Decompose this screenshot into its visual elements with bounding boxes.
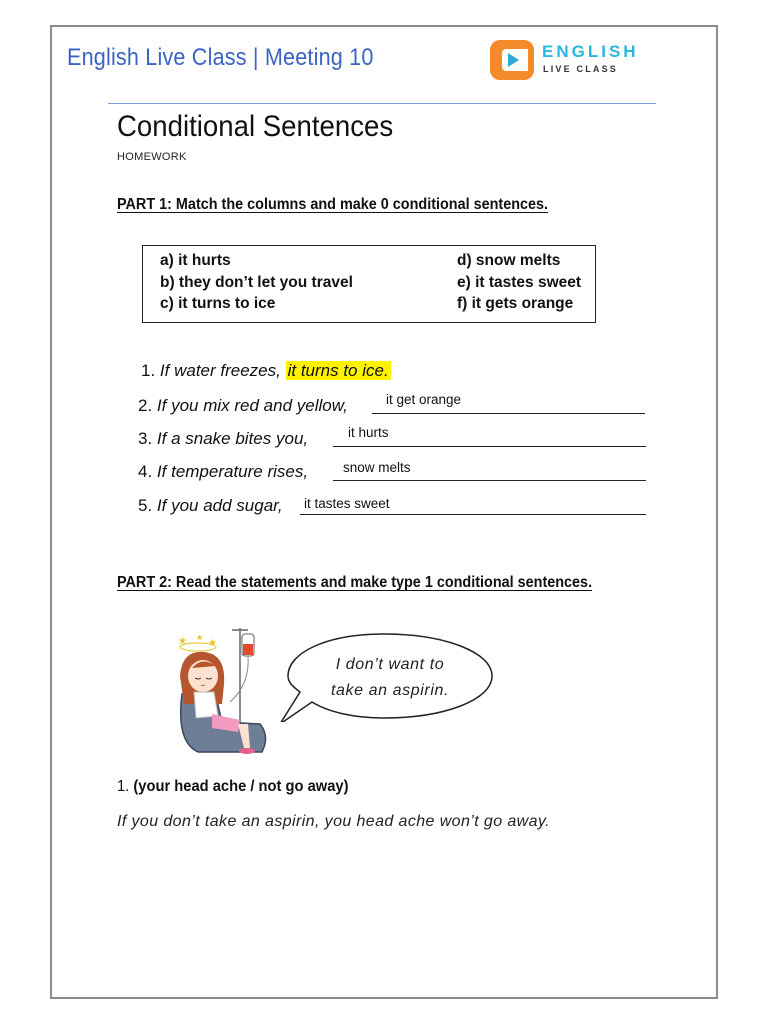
question-text: If temperature rises,: [156, 462, 309, 481]
part2-question-1: [117, 778, 348, 796]
page-title: Conditional Sentences: [117, 110, 394, 143]
question-number: 3.: [138, 429, 153, 448]
question-number: 5.: [138, 496, 153, 515]
question-text: If you mix red and yellow,: [156, 396, 348, 415]
play-logo-icon: [490, 40, 534, 80]
question-number: 1.: [117, 778, 130, 795]
option-d: d) snow melts: [457, 252, 561, 269]
part1-heading: PART 1: Match the columns and make 0 conditional sentences.: [117, 196, 549, 213]
page-subtitle: HOMEWORK: [117, 151, 187, 163]
answer-text: it tastes sweet: [304, 496, 390, 511]
logo-word: ENGLISH: [542, 42, 639, 61]
question-text: If water freezes,: [159, 361, 281, 380]
speech-text: I don’t want to take an aspirin.: [330, 656, 450, 699]
logo-subtitle: LIVE CLASS: [543, 64, 619, 74]
answer-text: snow melts: [343, 460, 411, 475]
answer-text: it hurts: [348, 425, 389, 440]
part2-answer-1: If you don’t take an aspirin, you head ache won’t go away.: [117, 813, 550, 830]
question-number: 4.: [138, 462, 153, 481]
answer-text: it get orange: [386, 392, 462, 407]
question-number: 2.: [138, 396, 153, 415]
svg-text:★: ★: [178, 636, 187, 647]
option-b: b) they don’t let you travel: [160, 274, 353, 291]
question-number: 1.: [141, 361, 156, 380]
question-text: If a snake bites you,: [156, 429, 309, 448]
option-c: c) it turns to ice: [160, 295, 276, 312]
match-options-box: [142, 245, 596, 323]
part2-heading: PART 2: Read the statements and make type 1 conditional sentences.: [117, 574, 593, 591]
question-text: If you add sugar,: [156, 496, 283, 515]
header-divider: [108, 103, 656, 104]
english-live-class-logo: [490, 40, 655, 84]
answer-line: [333, 446, 646, 447]
option-a: a) it hurts: [160, 252, 231, 269]
header-title: English Live Class | Meeting 10: [67, 44, 374, 71]
option-e: e) it tastes sweet: [457, 274, 582, 291]
highlighted-answer: it turns to ice.: [287, 361, 389, 380]
answer-line: [300, 514, 646, 515]
svg-text:★: ★: [208, 638, 217, 649]
question-prompt: (your head ache / not go away): [133, 778, 349, 795]
svg-text:★: ★: [196, 633, 204, 642]
answer-line: [372, 413, 645, 414]
option-f: f) it gets orange: [457, 295, 574, 312]
answer-line: [333, 480, 646, 481]
